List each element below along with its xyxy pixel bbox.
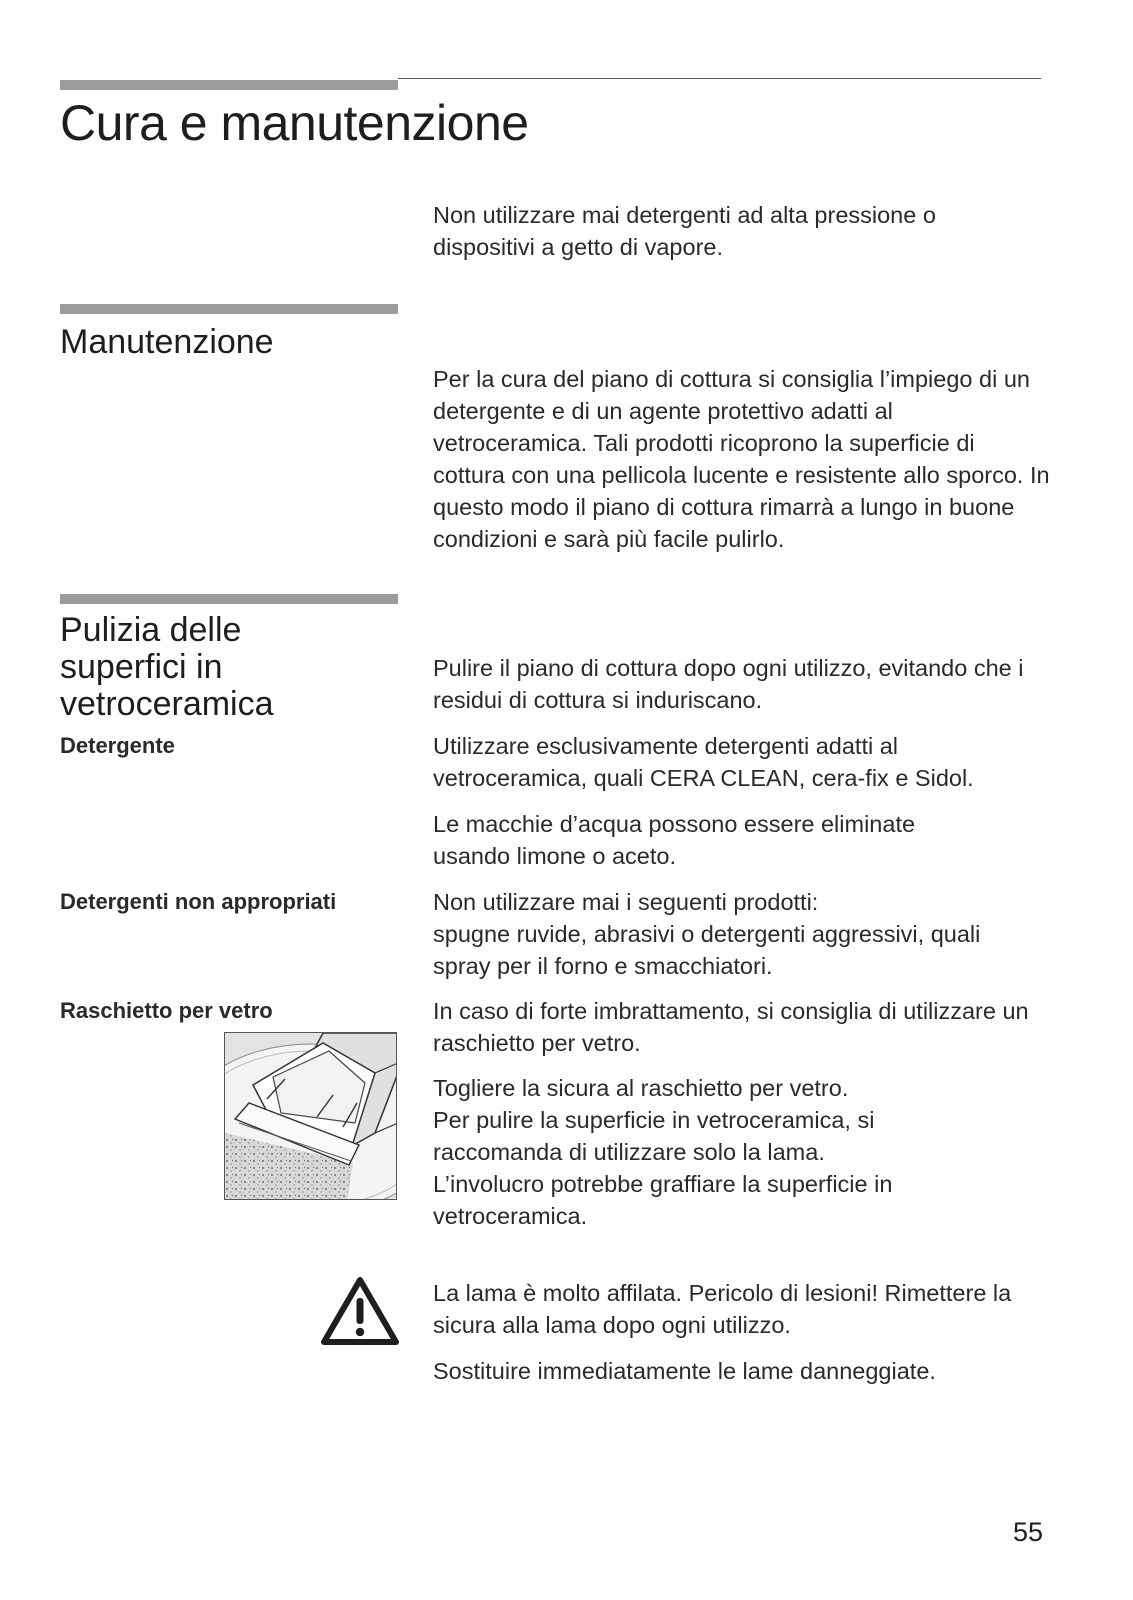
- heading-pulizia: [60, 612, 274, 723]
- warning-paragraph-2: [433, 1355, 1053, 1387]
- pulizia-intro-text: Pulire il piano di cottura dopo ogni utilizzo, evitando che i residui di cottura si induriscano.: [433, 655, 1024, 713]
- heading-manutenzione: Manutenzione: [60, 323, 274, 361]
- raschietto-text-2-line3: L’involucro potrebbe graffiare la superficie in vetroceramica.: [433, 1171, 893, 1229]
- non-appropriati-paragraph: [433, 886, 1043, 982]
- glass-scraper-illustration: [224, 1032, 397, 1200]
- heading-pulizia-line2: superfici in: [60, 648, 223, 686]
- heading-pulizia-line1: Pulizia delle: [60, 611, 242, 649]
- raschietto-text-2-line2: Per pulire la superficie in vetroceramica, si raccomanda di utilizzare solo la lama.: [433, 1107, 875, 1165]
- intro-text: Non utilizzare mai detergenti ad alta pressione o dispositivi a getto di vapore.: [433, 202, 936, 260]
- label-detergente: Detergente: [60, 733, 175, 758]
- warning-text-2: Sostituire immediatamente le lame danneggiate.: [433, 1358, 936, 1384]
- raschietto-text-2-line1: Togliere la sicura al raschietto per vetro.: [433, 1075, 849, 1101]
- title-rule-thick: [60, 80, 398, 90]
- non-appropriati-text-1: Non utilizzare mai i seguenti prodotti:: [433, 889, 819, 915]
- detergente-paragraph-2: [433, 808, 993, 872]
- label-detergenti-non-appropriati: Detergenti non appropriati: [60, 889, 337, 914]
- pulizia-intro-paragraph: [433, 652, 1033, 716]
- raschietto-paragraph-2: [433, 1072, 953, 1232]
- section-rule-pulizia: [60, 594, 398, 604]
- title-rule-thin: [398, 78, 1041, 79]
- detergente-text-1: Utilizzare esclusivamente detergenti adatti al vetroceramica, quali CERA CLEAN, cera-fix e Sidol.: [433, 733, 974, 791]
- label-raschietto-per-vetro: Raschietto per vetro: [60, 998, 273, 1023]
- intro-paragraph: [433, 199, 1033, 263]
- page-title: Cura e manutenzione: [60, 95, 529, 151]
- warning-paragraph-1: [433, 1277, 1043, 1341]
- page-number: 55: [1012, 1517, 1043, 1547]
- manutenzione-paragraph: [433, 363, 1051, 555]
- raschietto-text-1: In caso di forte imbrattamento, si consiglia di utilizzare un raschietto per vetro.: [433, 998, 1029, 1056]
- raschietto-paragraph-1: [433, 995, 1053, 1059]
- heading-pulizia-line3: vetroceramica: [60, 685, 274, 723]
- detergente-paragraph-1: [433, 730, 1033, 794]
- detergente-text-2: Le macchie d’acqua possono essere eliminate usando limone o aceto.: [433, 811, 916, 869]
- manutenzione-text: Per la cura del piano di cottura si consiglia l’impiego di un detergente e di un agente protettivo adatti al vetroceramica. Tali prodotti ricoprono la superficie di cottura con una pellicola lucente e resistente allo sporco. In questo modo il piano di cottura rimarrà a lungo in buone condizioni e sarà più facile pulirlo.: [433, 366, 1050, 552]
- warning-triangle-icon: [320, 1276, 400, 1346]
- non-appropriati-text-2: spugne ruvide, abrasivi o detergenti aggressivi, quali spray per il forno e smacchiatori.: [433, 921, 981, 979]
- warning-text-1: La lama è molto affilata. Pericolo di lesioni! Rimettere la sicura alla lama dopo ogni utilizzo.: [433, 1280, 1012, 1338]
- section-rule-manutenzione: [60, 304, 398, 314]
